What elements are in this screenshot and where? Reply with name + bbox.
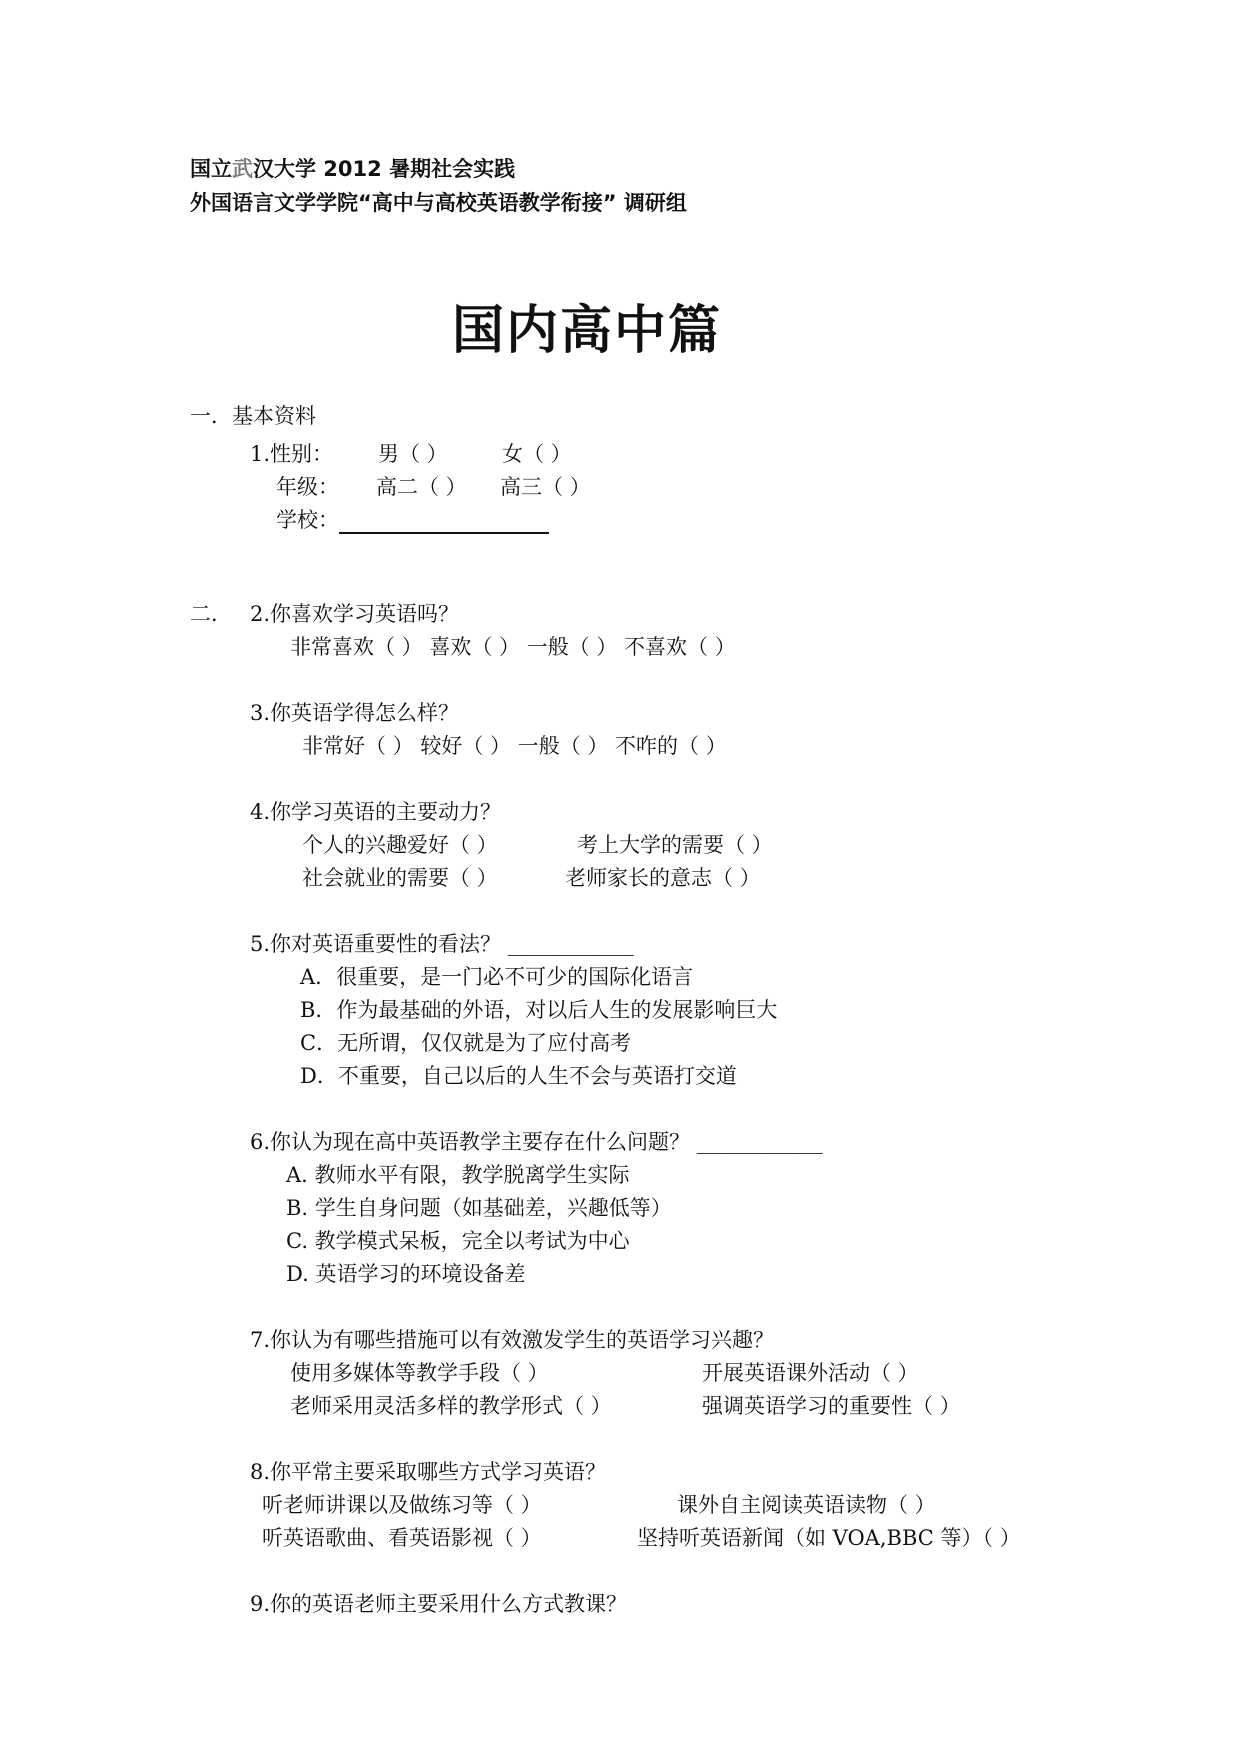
question-5: 5.你对英语重要性的看法？ ____________ [250, 932, 634, 956]
section-2-heading: 二． [190, 602, 232, 626]
question-3: 3.你英语学得怎么样？ [250, 701, 460, 725]
question-6: 6.你认为现在高中英语教学主要存在什么问题？ ____________ [250, 1130, 823, 1154]
question-6-option-c[interactable]: C. 教学模式呆板，完全以考试为中心 [286, 1229, 630, 1253]
question-8-option-1[interactable]: 听老师讲课以及做练习等（ ） [262, 1493, 542, 1517]
header-line-1-pre: 国立 [190, 157, 232, 181]
header-line-2: 外国语言文学学院“高中与高校英语教学衔接” 调研组 [190, 191, 687, 215]
question-4-option-3[interactable]: 社会就业的需要（ ） [302, 866, 498, 890]
header-line-1 [190, 153, 515, 183]
question-2: 2.你喜欢学习英语吗？ [250, 602, 460, 626]
question-2-options[interactable]: 非常喜欢（ ） 喜欢（ ） 一般（ ） 不喜欢（ ） [290, 635, 736, 659]
question-8-option-2[interactable]: 课外自主阅读英语读物（ ） [677, 1493, 936, 1517]
question-7-option-2[interactable]: 开展英语课外活动（ ） [702, 1361, 919, 1385]
question-6-option-d[interactable]: D. 英语学习的环境设备差 [286, 1262, 526, 1286]
question-3-options[interactable]: 非常好（ ） 较好（ ） 一般（ ） 不咋的（ ） [302, 734, 727, 758]
question-9: 9.你的英语老师主要采用什么方式教课？ [250, 1592, 628, 1616]
question-5-option-c[interactable]: C．无所谓，仅仅就是为了应付高考 [300, 1031, 632, 1055]
question-7-option-1[interactable]: 使用多媒体等教学手段（ ） [290, 1361, 549, 1385]
question-4-option-2[interactable]: 考上大学的需要（ ） [577, 833, 773, 857]
question-5-option-b[interactable]: B．作为最基础的外语，对以后人生的发展影响巨大 [300, 998, 778, 1022]
gender-male-option[interactable]: 男（ ） [378, 442, 448, 466]
header-line-1-wu: 武 [232, 157, 253, 181]
question-6-option-b[interactable]: B. 学生自身问题（如基础差，兴趣低等） [286, 1196, 672, 1220]
question-4-option-4[interactable]: 老师家长的意志（ ） [565, 866, 761, 890]
header-line-1-post: 汉大学 2012 暑期社会实践 [253, 157, 516, 181]
question-8-option-4[interactable]: 坚持听英语新闻（如 VOA,BBC 等）（ ） [637, 1526, 1021, 1550]
grade-2-option[interactable]: 高二（ ） [376, 475, 467, 499]
grade-3-option[interactable]: 高三（ ） [500, 475, 591, 499]
gender-label: 1.性别： [250, 442, 334, 466]
page-title: 国内高中篇 [452, 300, 723, 361]
question-8-option-3[interactable]: 听英语歌曲、看英语影视（ ） [262, 1526, 542, 1550]
question-8: 8.你平常主要采取哪些方式学习英语？ [250, 1460, 607, 1484]
grade-label: 年级： [276, 475, 339, 499]
question-7-option-4[interactable]: 强调英语学习的重要性（ ） [702, 1394, 961, 1418]
question-5-option-a[interactable]: A．很重要，是一门必不可少的国际化语言 [300, 965, 694, 989]
question-5-option-d[interactable]: D．不重要，自己以后的人生不会与英语打交道 [300, 1064, 737, 1088]
question-7: 7.你认为有哪些措施可以有效激发学生的英语学习兴趣？ [250, 1328, 775, 1352]
question-4-option-1[interactable]: 个人的兴趣爱好（ ） [302, 833, 498, 857]
school-label: 学校： [276, 508, 339, 532]
school-input-line[interactable] [339, 510, 549, 534]
question-6-option-a[interactable]: A. 教师水平有限，教学脱离学生实际 [286, 1163, 630, 1187]
question-7-option-3[interactable]: 老师采用灵活多样的教学形式（ ） [290, 1394, 612, 1418]
section-1-heading: 一．基本资料 [190, 404, 316, 428]
gender-female-option[interactable]: 女（ ） [502, 442, 572, 466]
question-4: 4.你学习英语的主要动力？ [250, 800, 502, 824]
